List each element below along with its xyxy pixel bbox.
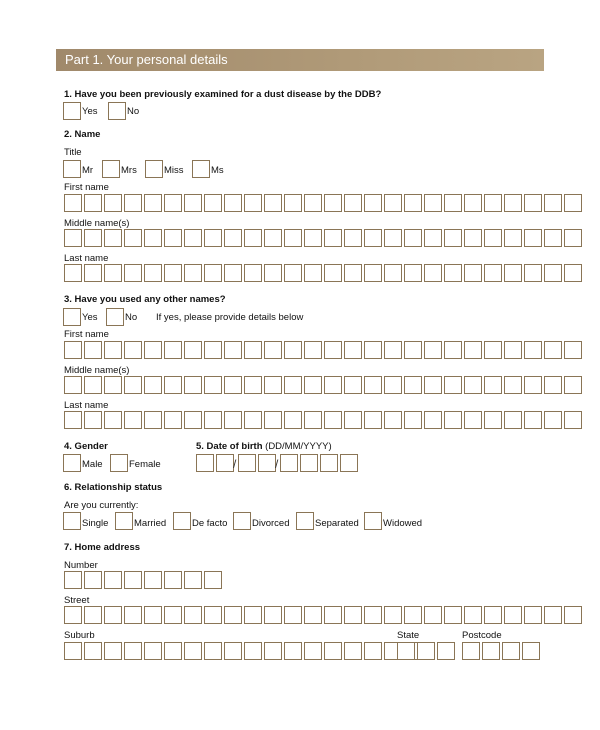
character-box[interactable] bbox=[104, 341, 122, 359]
dob-separator-2: / bbox=[275, 457, 279, 471]
character-box[interactable] bbox=[216, 454, 237, 472]
character-box[interactable] bbox=[64, 606, 82, 624]
character-box[interactable] bbox=[364, 411, 382, 429]
character-box[interactable] bbox=[164, 264, 182, 282]
postcode-boxes[interactable] bbox=[462, 642, 542, 660]
character-box[interactable] bbox=[224, 264, 242, 282]
street-label: Street bbox=[64, 595, 90, 606]
character-box[interactable] bbox=[244, 411, 262, 429]
character-box[interactable] bbox=[364, 606, 382, 624]
character-box[interactable] bbox=[264, 194, 282, 212]
section-header bbox=[56, 49, 544, 71]
character-box[interactable] bbox=[224, 376, 242, 394]
character-box[interactable] bbox=[564, 341, 582, 359]
character-box[interactable] bbox=[204, 341, 222, 359]
character-box[interactable] bbox=[524, 229, 542, 247]
gender-female-label: Female bbox=[129, 459, 161, 470]
character-box[interactable] bbox=[564, 606, 582, 624]
status-divorced-checkbox[interactable] bbox=[233, 512, 251, 530]
character-box[interactable] bbox=[184, 264, 202, 282]
character-box[interactable] bbox=[504, 264, 522, 282]
character-box[interactable] bbox=[258, 454, 279, 472]
status-married-checkbox[interactable] bbox=[115, 512, 133, 530]
character-box[interactable] bbox=[417, 642, 435, 660]
character-box[interactable] bbox=[64, 376, 82, 394]
suburb-label: Suburb bbox=[64, 630, 95, 641]
character-box[interactable] bbox=[164, 341, 182, 359]
status-single-label: Single bbox=[82, 518, 109, 529]
character-box[interactable] bbox=[124, 376, 142, 394]
character-box[interactable] bbox=[324, 341, 342, 359]
q1-yes-checkbox[interactable] bbox=[63, 102, 81, 120]
character-box[interactable] bbox=[124, 194, 142, 212]
character-box[interactable] bbox=[444, 376, 462, 394]
character-box[interactable] bbox=[504, 341, 522, 359]
character-box[interactable] bbox=[344, 264, 362, 282]
character-box[interactable] bbox=[244, 341, 262, 359]
relationship-prompt: Are you currently: bbox=[64, 500, 139, 511]
street-boxes[interactable] bbox=[64, 606, 584, 624]
character-box[interactable] bbox=[204, 376, 222, 394]
character-box[interactable] bbox=[224, 341, 242, 359]
character-box[interactable] bbox=[284, 642, 302, 660]
character-box[interactable] bbox=[184, 194, 202, 212]
dob-month-boxes[interactable] bbox=[238, 454, 278, 472]
question-5 bbox=[196, 441, 332, 452]
character-box[interactable] bbox=[564, 411, 582, 429]
last-name-boxes[interactable] bbox=[64, 264, 584, 282]
character-box[interactable] bbox=[544, 264, 562, 282]
character-box[interactable] bbox=[544, 376, 562, 394]
character-box[interactable] bbox=[444, 264, 462, 282]
character-box[interactable] bbox=[364, 229, 382, 247]
character-box[interactable] bbox=[144, 264, 162, 282]
character-box[interactable] bbox=[84, 571, 102, 589]
character-box[interactable] bbox=[264, 606, 282, 624]
character-box[interactable] bbox=[284, 341, 302, 359]
character-box[interactable] bbox=[264, 229, 282, 247]
character-box[interactable] bbox=[104, 411, 122, 429]
character-box[interactable] bbox=[404, 411, 422, 429]
character-box[interactable] bbox=[524, 341, 542, 359]
question-7: 7. Home address bbox=[64, 542, 141, 553]
character-box[interactable] bbox=[164, 642, 182, 660]
character-box[interactable] bbox=[344, 229, 362, 247]
character-box[interactable] bbox=[244, 606, 262, 624]
character-box[interactable] bbox=[424, 606, 442, 624]
character-box[interactable] bbox=[204, 264, 222, 282]
dob-day-boxes[interactable] bbox=[196, 454, 236, 472]
title-ms-label: Ms bbox=[211, 165, 224, 176]
dob-year-boxes[interactable] bbox=[280, 454, 360, 472]
character-box[interactable] bbox=[484, 411, 502, 429]
character-box[interactable] bbox=[404, 264, 422, 282]
character-box[interactable] bbox=[184, 229, 202, 247]
character-box[interactable] bbox=[104, 194, 122, 212]
character-box[interactable] bbox=[204, 571, 222, 589]
character-box[interactable] bbox=[544, 194, 562, 212]
character-box[interactable] bbox=[224, 194, 242, 212]
title-mrs-checkbox[interactable] bbox=[102, 160, 120, 178]
character-box[interactable] bbox=[244, 194, 262, 212]
dob-separator-1: / bbox=[233, 457, 237, 471]
character-box[interactable] bbox=[504, 376, 522, 394]
q1-no-checkbox[interactable] bbox=[108, 102, 126, 120]
character-box[interactable] bbox=[300, 454, 318, 472]
character-box[interactable] bbox=[344, 606, 362, 624]
character-box[interactable] bbox=[244, 264, 262, 282]
character-box[interactable] bbox=[124, 571, 142, 589]
character-box[interactable] bbox=[424, 411, 442, 429]
character-box[interactable] bbox=[364, 341, 382, 359]
character-box[interactable] bbox=[524, 606, 542, 624]
status-single-checkbox[interactable] bbox=[63, 512, 81, 530]
character-box[interactable] bbox=[484, 264, 502, 282]
character-box[interactable] bbox=[64, 571, 82, 589]
character-box[interactable] bbox=[164, 194, 182, 212]
character-box[interactable] bbox=[504, 606, 522, 624]
character-box[interactable] bbox=[164, 411, 182, 429]
character-box[interactable] bbox=[504, 229, 522, 247]
character-box[interactable] bbox=[404, 341, 422, 359]
question-4: 4. Gender bbox=[64, 441, 108, 452]
question-3: 3. Have you used any other names? bbox=[64, 294, 226, 305]
character-box[interactable] bbox=[64, 411, 82, 429]
character-box[interactable] bbox=[364, 642, 382, 660]
character-box[interactable] bbox=[484, 341, 502, 359]
character-box[interactable] bbox=[344, 411, 362, 429]
character-box[interactable] bbox=[264, 264, 282, 282]
character-box[interactable] bbox=[384, 411, 402, 429]
gender-male-label: Male bbox=[82, 459, 103, 470]
character-box[interactable] bbox=[84, 229, 102, 247]
q1-yes-label: Yes bbox=[82, 106, 98, 117]
character-box[interactable] bbox=[364, 376, 382, 394]
character-box[interactable] bbox=[104, 642, 122, 660]
character-box[interactable] bbox=[524, 264, 542, 282]
title-miss-checkbox[interactable] bbox=[145, 160, 163, 178]
character-box[interactable] bbox=[504, 194, 522, 212]
middle-names-label: Middle name(s) bbox=[64, 218, 130, 229]
number-boxes[interactable] bbox=[64, 571, 224, 589]
character-box[interactable] bbox=[462, 642, 480, 660]
character-box[interactable] bbox=[464, 606, 482, 624]
state-boxes[interactable] bbox=[397, 642, 457, 660]
title-ms-checkbox[interactable] bbox=[192, 160, 210, 178]
character-box[interactable] bbox=[224, 411, 242, 429]
character-box[interactable] bbox=[164, 571, 182, 589]
status-widowed-label: Widowed bbox=[383, 518, 423, 529]
character-box[interactable] bbox=[444, 194, 462, 212]
q3-no-checkbox[interactable] bbox=[106, 308, 124, 326]
character-box[interactable] bbox=[384, 194, 402, 212]
other-last-name-boxes[interactable] bbox=[64, 411, 584, 429]
character-box[interactable] bbox=[104, 264, 122, 282]
character-box[interactable] bbox=[184, 571, 202, 589]
character-box[interactable] bbox=[238, 454, 256, 472]
character-box[interactable] bbox=[304, 606, 322, 624]
character-box[interactable] bbox=[464, 229, 482, 247]
character-box[interactable] bbox=[324, 194, 342, 212]
character-box[interactable] bbox=[144, 411, 162, 429]
character-box[interactable] bbox=[124, 229, 142, 247]
character-box[interactable] bbox=[544, 606, 562, 624]
character-box[interactable] bbox=[384, 264, 402, 282]
other-middle-names-label: Middle name(s) bbox=[64, 365, 130, 376]
number-label: Number bbox=[64, 560, 98, 571]
character-box[interactable] bbox=[144, 571, 162, 589]
character-box[interactable] bbox=[324, 411, 342, 429]
character-box[interactable] bbox=[284, 264, 302, 282]
character-box[interactable] bbox=[464, 376, 482, 394]
character-box[interactable] bbox=[184, 606, 202, 624]
question-6: 6. Relationship status bbox=[64, 482, 163, 493]
character-box[interactable] bbox=[264, 341, 282, 359]
character-box[interactable] bbox=[284, 606, 302, 624]
suburb-boxes[interactable] bbox=[64, 642, 424, 660]
character-box[interactable] bbox=[464, 411, 482, 429]
character-box[interactable] bbox=[304, 194, 322, 212]
character-box[interactable] bbox=[324, 606, 342, 624]
character-box[interactable] bbox=[204, 194, 222, 212]
character-box[interactable] bbox=[544, 411, 562, 429]
character-box[interactable] bbox=[324, 376, 342, 394]
character-box[interactable] bbox=[164, 229, 182, 247]
character-box[interactable] bbox=[104, 229, 122, 247]
character-box[interactable] bbox=[464, 264, 482, 282]
gender-female-checkbox[interactable] bbox=[110, 454, 128, 472]
question-2: 2. Name bbox=[64, 129, 101, 140]
character-box[interactable] bbox=[204, 642, 222, 660]
character-box[interactable] bbox=[264, 642, 282, 660]
character-box[interactable] bbox=[324, 229, 342, 247]
character-box[interactable] bbox=[397, 642, 415, 660]
character-box[interactable] bbox=[284, 194, 302, 212]
character-box[interactable] bbox=[224, 642, 242, 660]
character-box[interactable] bbox=[344, 642, 362, 660]
character-box[interactable] bbox=[184, 341, 202, 359]
q3-yes-checkbox[interactable] bbox=[63, 308, 81, 326]
character-box[interactable] bbox=[324, 642, 342, 660]
character-box[interactable] bbox=[522, 642, 540, 660]
character-box[interactable] bbox=[84, 642, 102, 660]
section-title: Part 1. Your personal details bbox=[65, 52, 228, 67]
other-first-name-label: First name bbox=[64, 329, 109, 340]
character-box[interactable] bbox=[424, 264, 442, 282]
postcode-label: Postcode bbox=[462, 630, 502, 641]
character-box[interactable] bbox=[340, 454, 358, 472]
character-box[interactable] bbox=[344, 194, 362, 212]
character-box[interactable] bbox=[364, 264, 382, 282]
character-box[interactable] bbox=[564, 376, 582, 394]
character-box[interactable] bbox=[124, 341, 142, 359]
first-name-boxes[interactable] bbox=[64, 194, 584, 212]
other-middle-names-boxes[interactable] bbox=[64, 376, 584, 394]
gender-male-checkbox[interactable] bbox=[63, 454, 81, 472]
character-box[interactable] bbox=[284, 411, 302, 429]
character-box[interactable] bbox=[224, 229, 242, 247]
character-box[interactable] bbox=[204, 229, 222, 247]
character-box[interactable] bbox=[304, 376, 322, 394]
character-box[interactable] bbox=[444, 606, 462, 624]
status-married-label: Married bbox=[134, 518, 167, 529]
character-box[interactable] bbox=[144, 376, 162, 394]
character-box[interactable] bbox=[124, 411, 142, 429]
character-box[interactable] bbox=[564, 229, 582, 247]
character-box[interactable] bbox=[444, 411, 462, 429]
character-box[interactable] bbox=[384, 229, 402, 247]
last-name-label: Last name bbox=[64, 253, 109, 264]
character-box[interactable] bbox=[244, 642, 262, 660]
status-separated-checkbox[interactable] bbox=[296, 512, 314, 530]
character-box[interactable] bbox=[504, 411, 522, 429]
title-mrs-label: Mrs bbox=[121, 165, 137, 176]
character-box[interactable] bbox=[264, 376, 282, 394]
character-box[interactable] bbox=[484, 229, 502, 247]
character-box[interactable] bbox=[244, 229, 262, 247]
dob-question-label: 5. Date of birth bbox=[196, 441, 263, 452]
character-box[interactable] bbox=[424, 376, 442, 394]
other-first-name-boxes[interactable] bbox=[64, 341, 584, 359]
character-box[interactable] bbox=[384, 341, 402, 359]
character-box[interactable] bbox=[264, 411, 282, 429]
character-box[interactable] bbox=[224, 606, 242, 624]
character-box[interactable] bbox=[124, 606, 142, 624]
character-box[interactable] bbox=[64, 264, 82, 282]
character-box[interactable] bbox=[204, 606, 222, 624]
status-defacto-label: De facto bbox=[192, 518, 228, 529]
character-box[interactable] bbox=[184, 411, 202, 429]
character-box[interactable] bbox=[320, 454, 338, 472]
q1-no-label: No bbox=[127, 106, 140, 117]
character-box[interactable] bbox=[124, 642, 142, 660]
character-box[interactable] bbox=[437, 642, 455, 660]
other-last-name-label: Last name bbox=[64, 400, 109, 411]
character-box[interactable] bbox=[404, 606, 422, 624]
character-box[interactable] bbox=[524, 376, 542, 394]
character-box[interactable] bbox=[304, 229, 322, 247]
character-box[interactable] bbox=[324, 264, 342, 282]
character-box[interactable] bbox=[424, 229, 442, 247]
character-box[interactable] bbox=[184, 376, 202, 394]
character-box[interactable] bbox=[84, 341, 102, 359]
character-box[interactable] bbox=[384, 376, 402, 394]
character-box[interactable] bbox=[104, 571, 122, 589]
character-box[interactable] bbox=[84, 376, 102, 394]
character-box[interactable] bbox=[524, 411, 542, 429]
character-box[interactable] bbox=[196, 454, 214, 472]
character-box[interactable] bbox=[444, 229, 462, 247]
character-box[interactable] bbox=[84, 264, 102, 282]
character-box[interactable] bbox=[284, 229, 302, 247]
character-box[interactable] bbox=[144, 606, 162, 624]
character-box[interactable] bbox=[304, 642, 322, 660]
character-box[interactable] bbox=[164, 606, 182, 624]
q3-no-label: No bbox=[125, 312, 138, 323]
dob-format: (DD/MM/YYYY) bbox=[265, 441, 332, 452]
character-box[interactable] bbox=[104, 376, 122, 394]
character-box[interactable] bbox=[564, 194, 582, 212]
title-miss-label: Miss bbox=[164, 165, 184, 176]
character-box[interactable] bbox=[64, 229, 82, 247]
character-box[interactable] bbox=[144, 642, 162, 660]
character-box[interactable] bbox=[482, 642, 500, 660]
status-separated-label: Separated bbox=[315, 518, 359, 529]
first-name-label: First name bbox=[64, 182, 109, 193]
character-box[interactable] bbox=[144, 229, 162, 247]
character-box[interactable] bbox=[184, 642, 202, 660]
title-label: Title bbox=[64, 147, 82, 158]
character-box[interactable] bbox=[404, 229, 422, 247]
character-box[interactable] bbox=[64, 642, 82, 660]
character-box[interactable] bbox=[424, 341, 442, 359]
question-1: 1. Have you been previously examined for a dust disease by the DDB? bbox=[64, 89, 382, 100]
character-box[interactable] bbox=[84, 606, 102, 624]
character-box[interactable] bbox=[280, 454, 298, 472]
character-box[interactable] bbox=[464, 194, 482, 212]
character-box[interactable] bbox=[124, 264, 142, 282]
status-defacto-checkbox[interactable] bbox=[173, 512, 191, 530]
character-box[interactable] bbox=[104, 606, 122, 624]
character-box[interactable] bbox=[404, 194, 422, 212]
character-box[interactable] bbox=[404, 376, 422, 394]
character-box[interactable] bbox=[484, 194, 502, 212]
character-box[interactable] bbox=[344, 341, 362, 359]
character-box[interactable] bbox=[364, 194, 382, 212]
title-mr-label: Mr bbox=[82, 165, 94, 176]
character-box[interactable] bbox=[484, 376, 502, 394]
status-divorced-label: Divorced bbox=[252, 518, 290, 529]
character-box[interactable] bbox=[64, 341, 82, 359]
character-box[interactable] bbox=[284, 376, 302, 394]
character-box[interactable] bbox=[304, 264, 322, 282]
character-box[interactable] bbox=[64, 194, 82, 212]
character-box[interactable] bbox=[304, 341, 322, 359]
middle-names-boxes[interactable] bbox=[64, 229, 584, 247]
character-box[interactable] bbox=[204, 411, 222, 429]
character-box[interactable] bbox=[564, 264, 582, 282]
title-mr-checkbox[interactable] bbox=[63, 160, 81, 178]
character-box[interactable] bbox=[144, 341, 162, 359]
character-box[interactable] bbox=[84, 194, 102, 212]
character-box[interactable] bbox=[424, 194, 442, 212]
character-box[interactable] bbox=[84, 411, 102, 429]
character-box[interactable] bbox=[544, 341, 562, 359]
q3-yes-label: Yes bbox=[82, 312, 98, 323]
character-box[interactable] bbox=[524, 194, 542, 212]
character-box[interactable] bbox=[384, 606, 402, 624]
character-box[interactable] bbox=[144, 194, 162, 212]
q3-note: If yes, please provide details below bbox=[156, 312, 304, 323]
character-box[interactable] bbox=[344, 376, 362, 394]
character-box[interactable] bbox=[304, 411, 322, 429]
character-box[interactable] bbox=[544, 229, 562, 247]
character-box[interactable] bbox=[444, 341, 462, 359]
character-box[interactable] bbox=[502, 642, 520, 660]
character-box[interactable] bbox=[244, 376, 262, 394]
character-box[interactable] bbox=[464, 341, 482, 359]
character-box[interactable] bbox=[164, 376, 182, 394]
status-widowed-checkbox[interactable] bbox=[364, 512, 382, 530]
state-label: State bbox=[397, 630, 420, 641]
character-box[interactable] bbox=[484, 606, 502, 624]
